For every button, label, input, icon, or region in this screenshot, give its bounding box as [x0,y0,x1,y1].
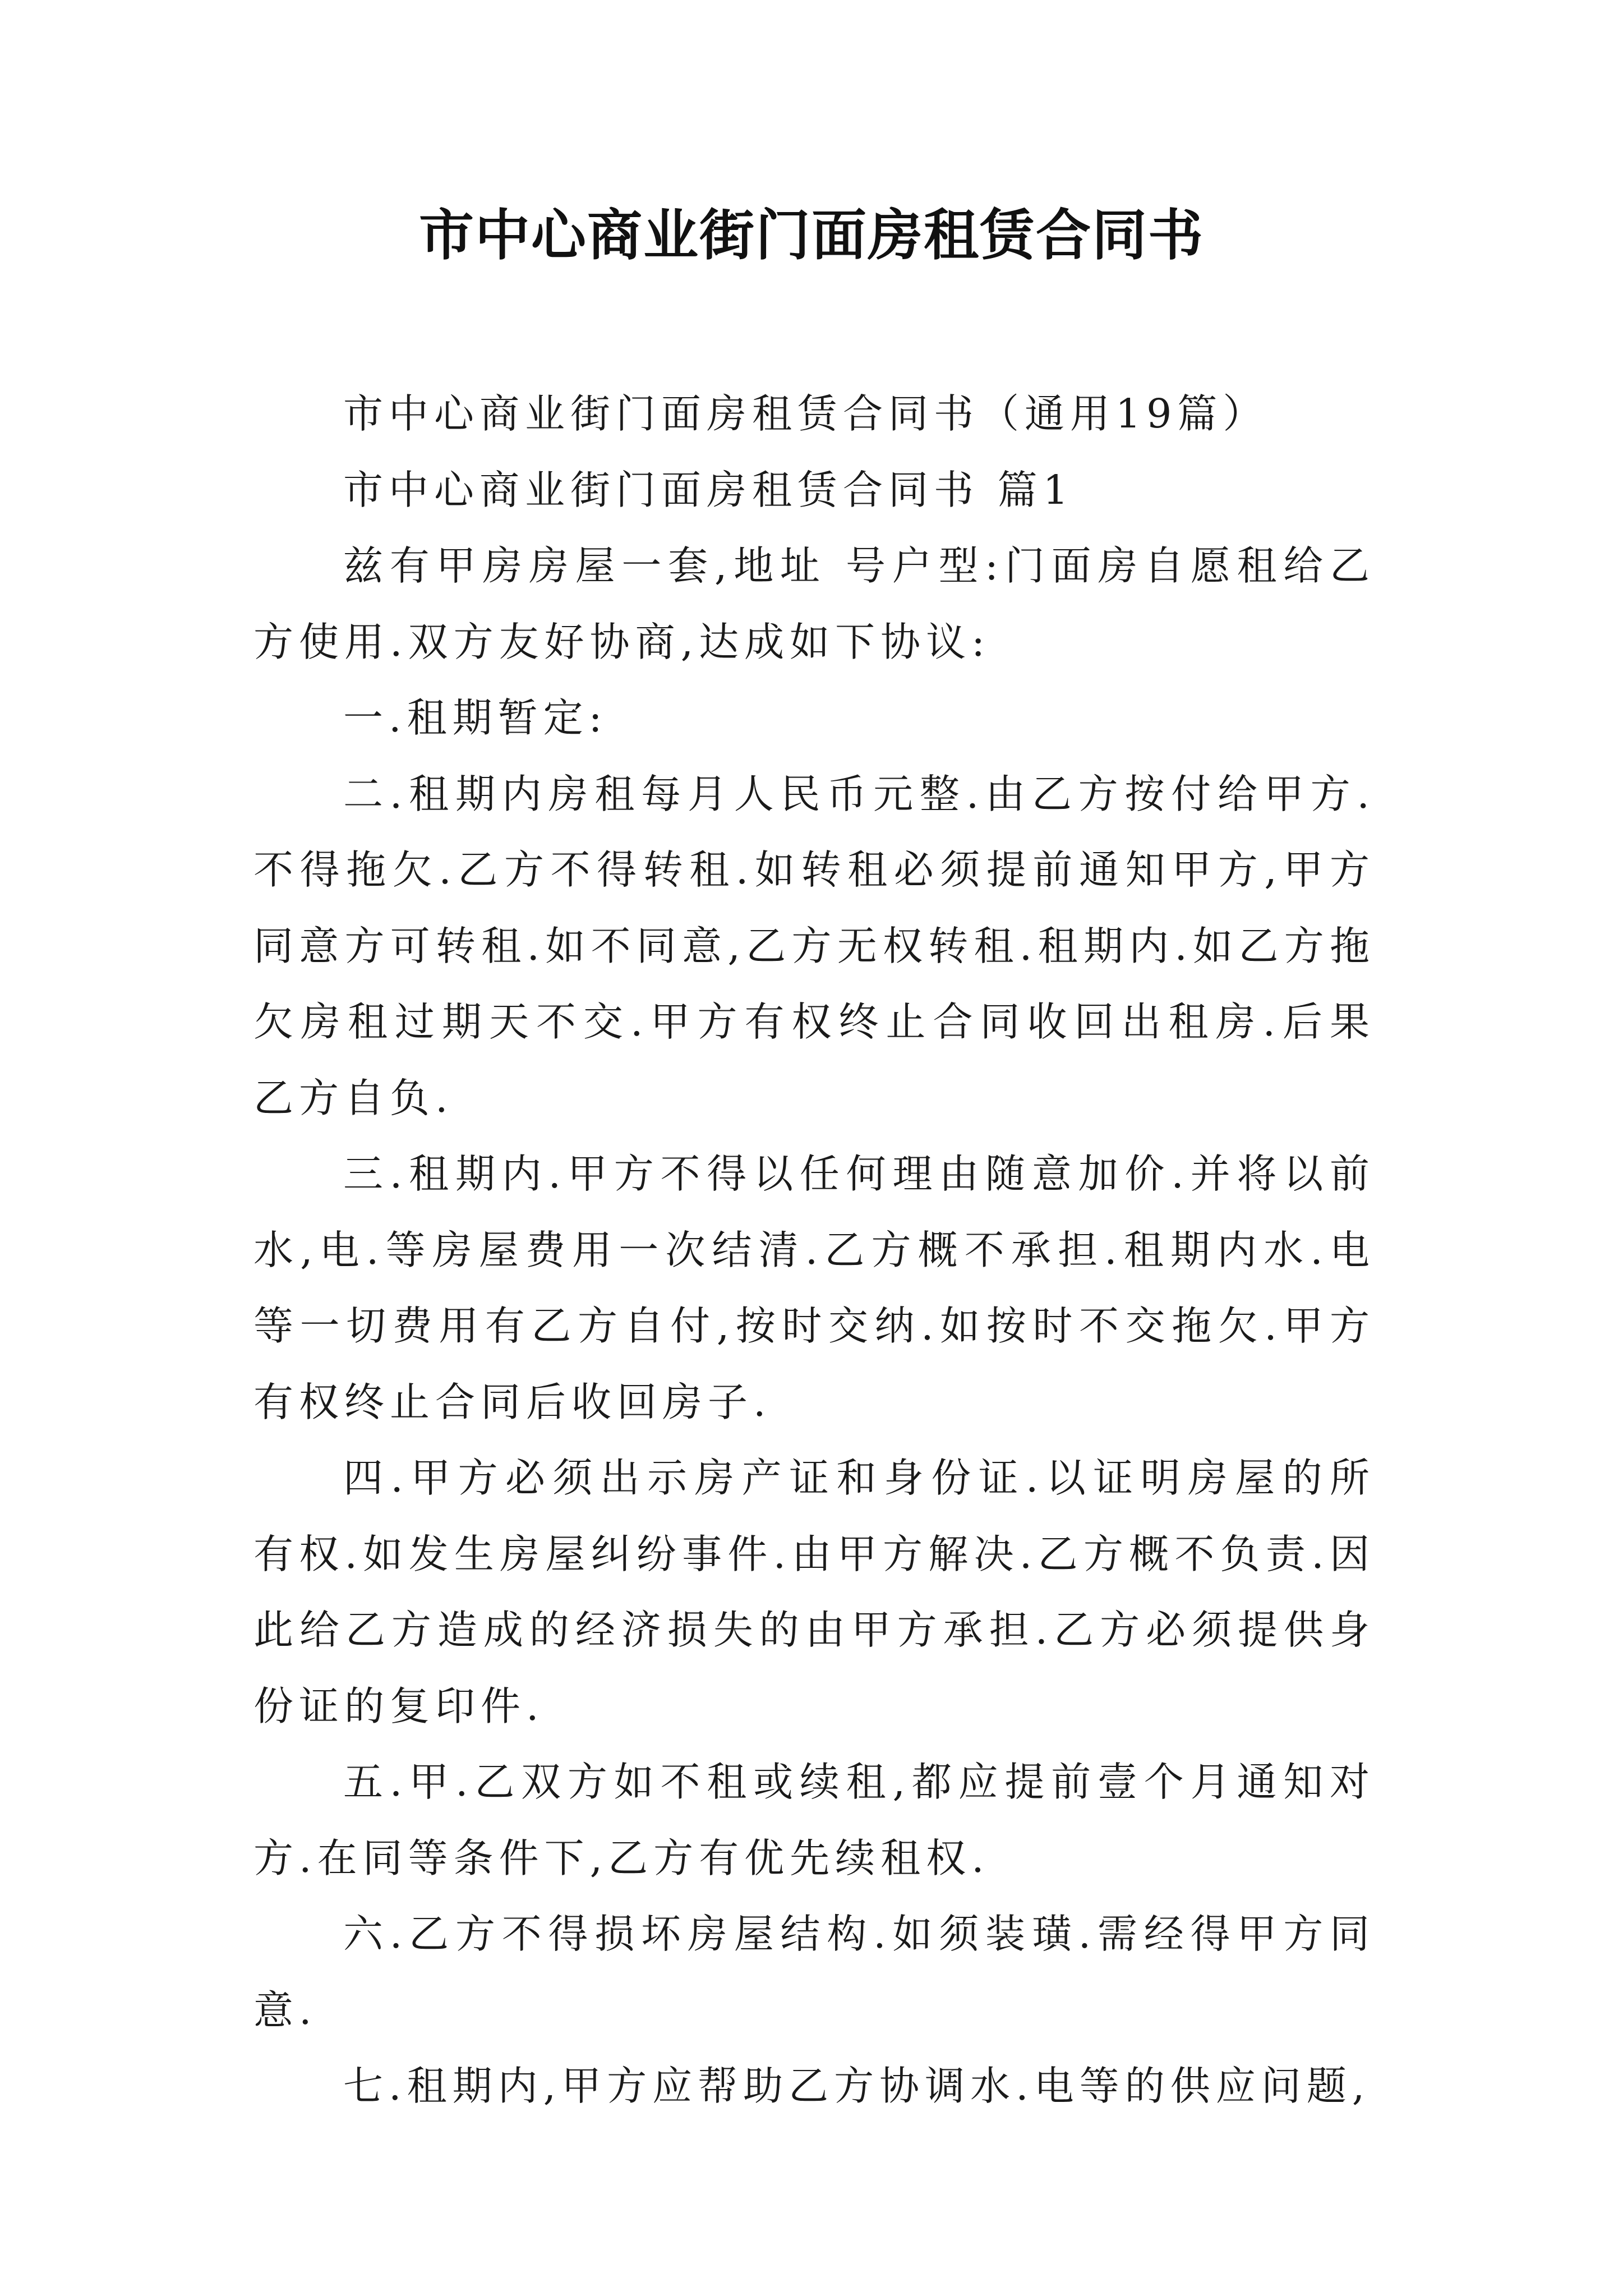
paragraph-clause-6: 六.乙方不得损坏房屋结构.如须装璜.需经得甲方同意. [253,1911,1375,2033]
paragraph-clause-1: 一.租期暂定: [343,694,608,741]
paragraph-subtitle: 市中心商业街门面房租赁合同书（通用19篇） [343,390,1269,437]
document-body [253,376,1375,2124]
paragraph-intro: 兹有甲房房屋一套,地址 号户型:门面房自愿租给乙方使用.双方友好协商,达成如下协议: [253,542,1375,665]
paragraph-clause-2: 二.租期内房租每月人民币元整.由乙方按付给甲方.不得拖欠.乙方不得转租.如转租必须提前通知甲方,甲方同意方可转租.如不同意,乙方无权转租.租期内.如乙方拖欠房租过期天不交.甲方有权终止合同收回出租房.后果乙方自负. [253,770,1375,1121]
paragraph-clause-3: 三.租期内.甲方不得以任何理由随意加价.并将以前水,电.等房屋费用一次结清.乙方概不承担.租期内水.电等一切费用有乙方自付,按时交纳.如按时不交拖欠.甲方有权终止合同后收回房子. [253,1151,1375,1425]
paragraph-clause-7: 七.租期内,甲方应帮助乙方协调水.电等的供应问题, [343,2063,1371,2109]
paragraph-clause-4: 四.甲方必须出示房产证和身份证.以证明房屋的所有权.如发生房屋纠纷事件.由甲方解决.乙方概不负责.因此给乙方造成的经济损失的由甲方承担.乙方必须提供身份证的复印件. [253,1455,1375,1729]
paragraph-clause-5: 五.甲.乙双方如不租或续租,都应提前壹个月通知对方.在同等条件下,乙方有优先续租权. [253,1759,1375,1881]
paragraph-section-heading: 市中心商业街门面房租赁合同书 篇1 [343,466,1074,513]
document-title: 市中心商业街门面房租赁合同书 [418,203,1204,268]
